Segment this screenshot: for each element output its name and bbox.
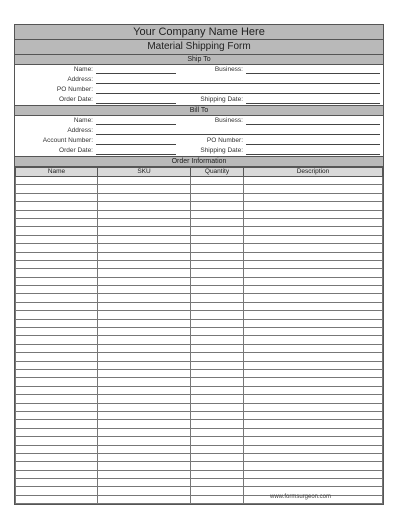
table-row [16,177,383,185]
cell-description[interactable] [244,445,383,453]
bill-to-po-label: PO Number: [206,137,243,144]
cell-description[interactable] [244,336,383,344]
ship-to-address-label: Address: [67,76,93,83]
ship-to-business-label: Business: [214,66,243,73]
cell-sku[interactable] [98,487,191,495]
cell-quantity[interactable] [191,185,244,193]
bill-to-order-date-field[interactable] [96,154,176,155]
cell-name[interactable] [16,294,98,302]
cell-description[interactable] [244,302,383,310]
cell-description[interactable] [244,252,383,260]
cell-description[interactable] [244,177,383,185]
cell-quantity[interactable] [191,302,244,310]
cell-sku[interactable] [98,252,191,260]
cell-quantity[interactable] [191,218,244,226]
cell-quantity[interactable] [191,386,244,394]
cell-quantity[interactable] [191,252,244,260]
cell-quantity[interactable] [191,428,244,436]
table-row [16,462,383,470]
cell-description[interactable] [244,244,383,252]
cell-description[interactable] [244,420,383,428]
cell-description[interactable] [244,328,383,336]
cell-name[interactable] [16,428,98,436]
cell-description[interactable] [244,193,383,201]
ship-to-header: Ship To [15,55,383,65]
cell-description[interactable] [244,403,383,411]
cell-name[interactable] [16,403,98,411]
cell-quantity[interactable] [191,286,244,294]
column-header-sku: SKU [98,168,191,177]
table-row [16,386,383,394]
cell-sku[interactable] [98,453,191,461]
table-row [16,252,383,260]
cell-quantity[interactable] [191,193,244,201]
cell-description[interactable] [244,210,383,218]
cell-sku[interactable] [98,311,191,319]
cell-name[interactable] [16,244,98,252]
cell-name[interactable] [16,260,98,268]
cell-name[interactable] [16,227,98,235]
cell-name[interactable] [16,395,98,403]
cell-sku[interactable] [98,353,191,361]
cell-quantity[interactable] [191,361,244,369]
cell-name[interactable] [16,495,98,503]
cell-description[interactable] [244,344,383,352]
cell-name[interactable] [16,235,98,243]
table-row [16,294,383,302]
cell-name[interactable] [16,277,98,285]
cell-name[interactable] [16,462,98,470]
cell-sku[interactable] [98,462,191,470]
cell-quantity[interactable] [191,378,244,386]
bill-to-row-1 [15,116,383,126]
cell-quantity[interactable] [191,495,244,503]
cell-sku[interactable] [98,420,191,428]
cell-name[interactable] [16,319,98,327]
cell-quantity[interactable] [191,319,244,327]
table-row [16,453,383,461]
table-row [16,403,383,411]
cell-sku[interactable] [98,445,191,453]
cell-sku[interactable] [98,218,191,226]
table-row [16,344,383,352]
table-row [16,470,383,478]
table-row [16,218,383,226]
bill-to-order-date-label: Order Date: [59,147,93,154]
cell-sku[interactable] [98,294,191,302]
bill-to-name-field[interactable] [96,124,176,125]
cell-sku[interactable] [98,328,191,336]
cell-sku[interactable] [98,386,191,394]
column-header-quantity: Quantity [191,168,244,177]
cell-sku[interactable] [98,428,191,436]
column-header-description: Description [244,168,383,177]
cell-sku[interactable] [98,302,191,310]
cell-sku[interactable] [98,227,191,235]
cell-name[interactable] [16,378,98,386]
cell-name[interactable] [16,193,98,201]
cell-description[interactable] [244,470,383,478]
cell-quantity[interactable] [191,445,244,453]
table-row [16,479,383,487]
ship-to-row-3 [15,85,383,95]
ship-to-name-label: Name: [73,66,93,73]
cell-description[interactable] [244,286,383,294]
table-row [16,185,383,193]
cell-name[interactable] [16,269,98,277]
bill-to-section [15,116,383,157]
cell-sku[interactable] [98,277,191,285]
bill-to-account-label: Account Number: [42,137,93,144]
cell-name[interactable] [16,218,98,226]
cell-name[interactable] [16,302,98,310]
cell-description[interactable] [244,437,383,445]
cell-name[interactable] [16,353,98,361]
table-row [16,302,383,310]
ship-to-name-field[interactable] [96,73,176,74]
cell-quantity[interactable] [191,462,244,470]
table-row [16,328,383,336]
cell-quantity[interactable] [191,403,244,411]
cell-quantity[interactable] [191,479,244,487]
table-row [16,193,383,201]
cell-quantity[interactable] [191,202,244,210]
cell-sku[interactable] [98,378,191,386]
ship-to-order-date-field[interactable] [96,103,176,104]
cell-description[interactable] [244,202,383,210]
ship-to-order-date-label: Order Date: [59,96,93,103]
cell-sku[interactable] [98,361,191,369]
cell-sku[interactable] [98,369,191,377]
ship-to-row-4 [15,95,383,105]
table-row [16,336,383,344]
cell-name[interactable] [16,437,98,445]
cell-description[interactable] [244,311,383,319]
cell-description[interactable] [244,369,383,377]
cell-quantity[interactable] [191,244,244,252]
cell-name[interactable] [16,420,98,428]
cell-quantity[interactable] [191,269,244,277]
cell-description[interactable] [244,479,383,487]
cell-name[interactable] [16,185,98,193]
cell-quantity[interactable] [191,453,244,461]
cell-quantity[interactable] [191,336,244,344]
cell-name[interactable] [16,487,98,495]
cell-sku[interactable] [98,235,191,243]
ship-to-address-field[interactable] [96,83,380,84]
bill-to-address-label: Address: [67,127,93,134]
cell-description[interactable] [244,260,383,268]
cell-name[interactable] [16,411,98,419]
cell-name[interactable] [16,336,98,344]
table-row [16,420,383,428]
bill-to-name-label: Name: [73,117,93,124]
footer-url: www.formsurgeon.com [270,494,332,500]
order-table [15,167,383,504]
cell-quantity[interactable] [191,210,244,218]
table-row [16,311,383,319]
shipping-form [14,24,384,505]
cell-sku[interactable] [98,344,191,352]
ship-to-shipping-date-field[interactable] [246,103,380,104]
cell-name[interactable] [16,344,98,352]
column-header-name: Name [16,168,98,177]
cell-name[interactable] [16,361,98,369]
bill-to-row-4 [15,146,383,156]
cell-sku[interactable] [98,395,191,403]
cell-quantity[interactable] [191,437,244,445]
ship-to-row-2 [15,75,383,85]
cell-quantity[interactable] [191,420,244,428]
cell-description[interactable] [244,185,383,193]
ship-to-shipping-date-label: Shipping Date: [200,96,243,103]
cell-sku[interactable] [98,210,191,218]
cell-quantity[interactable] [191,227,244,235]
cell-quantity[interactable] [191,294,244,302]
table-row [16,411,383,419]
cell-sku[interactable] [98,495,191,503]
cell-quantity[interactable] [191,344,244,352]
cell-description[interactable] [244,353,383,361]
table-row [16,437,383,445]
table-row [16,244,383,252]
table-row [16,369,383,377]
cell-sku[interactable] [98,286,191,294]
ship-to-business-field[interactable] [246,73,380,74]
cell-description[interactable] [244,361,383,369]
bill-to-shipping-date-label: Shipping Date: [200,147,243,154]
cell-quantity[interactable] [191,470,244,478]
bill-to-row-2 [15,126,383,136]
table-row [16,227,383,235]
cell-name[interactable] [16,369,98,377]
cell-name[interactable] [16,479,98,487]
form-title: Material Shipping Form [15,40,383,55]
cell-description[interactable] [244,227,383,235]
cell-name[interactable] [16,386,98,394]
cell-sku[interactable] [98,269,191,277]
cell-name[interactable] [16,286,98,294]
cell-description[interactable] [244,462,383,470]
cell-name[interactable] [16,328,98,336]
cell-description[interactable] [244,386,383,394]
table-row [16,445,383,453]
ship-to-po-label: PO Number: [56,86,93,93]
ship-to-row-1 [15,65,383,75]
bill-to-business-label: Business: [214,117,243,124]
cell-sku[interactable] [98,185,191,193]
cell-description[interactable] [244,378,383,386]
cell-description[interactable] [244,277,383,285]
cell-sku[interactable] [98,260,191,268]
cell-description[interactable] [244,428,383,436]
cell-sku[interactable] [98,319,191,327]
bill-to-shipping-date-field[interactable] [246,154,380,155]
order-table-body [16,177,383,504]
cell-sku[interactable] [98,244,191,252]
bill-to-address-field[interactable] [96,134,380,135]
cell-sku[interactable] [98,403,191,411]
bill-to-po-field[interactable] [246,144,380,145]
cell-sku[interactable] [98,470,191,478]
cell-quantity[interactable] [191,353,244,361]
cell-quantity[interactable] [191,177,244,185]
cell-quantity[interactable] [191,311,244,319]
table-row [16,235,383,243]
cell-name[interactable] [16,445,98,453]
cell-quantity[interactable] [191,277,244,285]
table-row [16,210,383,218]
cell-sku[interactable] [98,202,191,210]
bill-to-row-3 [15,136,383,146]
table-row [16,395,383,403]
table-row [16,353,383,361]
order-table-header-row [16,168,383,177]
bill-to-header: Bill To [15,106,383,116]
cell-quantity[interactable] [191,260,244,268]
order-information-header: Order Information [15,157,383,167]
cell-description[interactable] [244,395,383,403]
table-row [16,202,383,210]
bill-to-business-field[interactable] [246,124,380,125]
table-row [16,260,383,268]
cell-sku[interactable] [98,177,191,185]
cell-sku[interactable] [98,336,191,344]
cell-sku[interactable] [98,193,191,201]
cell-description[interactable] [244,269,383,277]
cell-quantity[interactable] [191,328,244,336]
cell-name[interactable] [16,453,98,461]
cell-sku[interactable] [98,479,191,487]
table-row [16,319,383,327]
cell-sku[interactable] [98,437,191,445]
table-row [16,378,383,386]
cell-description[interactable] [244,319,383,327]
table-row [16,286,383,294]
cell-quantity[interactable] [191,411,244,419]
cell-name[interactable] [16,202,98,210]
cell-description[interactable] [244,235,383,243]
cell-description[interactable] [244,411,383,419]
company-name: Your Company Name Here [15,25,383,40]
table-row [16,277,383,285]
table-row [16,361,383,369]
cell-description[interactable] [244,453,383,461]
ship-to-po-field[interactable] [96,93,380,94]
cell-description[interactable] [244,294,383,302]
cell-name[interactable] [16,311,98,319]
cell-name[interactable] [16,177,98,185]
table-row [16,269,383,277]
table-row [16,428,383,436]
cell-name[interactable] [16,252,98,260]
ship-to-section [15,65,383,106]
cell-description[interactable] [244,218,383,226]
cell-name[interactable] [16,210,98,218]
cell-quantity[interactable] [191,235,244,243]
cell-quantity[interactable] [191,487,244,495]
cell-quantity[interactable] [191,395,244,403]
cell-quantity[interactable] [191,369,244,377]
bill-to-account-field[interactable] [96,144,176,145]
cell-sku[interactable] [98,411,191,419]
cell-name[interactable] [16,470,98,478]
